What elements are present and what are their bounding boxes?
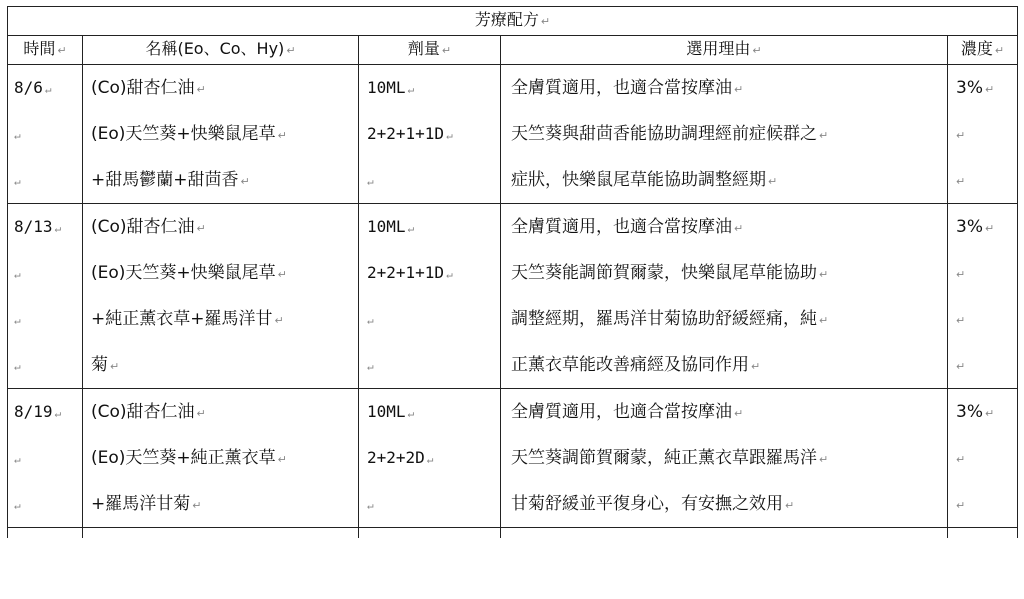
formula-name-line — [83, 65, 358, 111]
concentration-line — [948, 65, 1017, 111]
paragraph-mark: ↵ — [441, 44, 452, 57]
concentration-line — [948, 435, 1017, 481]
date-cell — [8, 204, 83, 389]
concentration-line — [948, 481, 1017, 527]
date-line-text: 8/13 — [14, 217, 53, 236]
header-reason — [501, 36, 948, 65]
reason-line-text: 正薰衣草能改善痛經及協同作用 — [511, 355, 749, 375]
date-line-text: 8/6 — [14, 78, 43, 97]
paragraph-mark: ↵ — [751, 360, 761, 373]
reason-line-text: 天竺葵能調節賀爾蒙，快樂鼠尾草能協助 — [511, 263, 817, 283]
paragraph-mark: ↵ — [286, 44, 296, 57]
concentration-cell — [948, 65, 1018, 204]
paragraph-mark: ↵ — [768, 175, 778, 188]
table-body — [8, 65, 1018, 528]
concentration-line — [948, 296, 1017, 342]
dose-line — [359, 296, 500, 342]
concentration-cell — [948, 389, 1018, 528]
formula-name-line — [83, 389, 358, 435]
concentration-line — [948, 204, 1017, 250]
dose-line-text: 2+2+1+1D — [367, 263, 445, 282]
reason-line-text: 症狀，快樂鼠尾草能協助調整經期 — [511, 170, 766, 190]
date-line-text: 8/19 — [14, 402, 53, 421]
formula-name-line-text: (Co)甜杏仁油 — [91, 402, 195, 422]
reason-line-text: 調整經期，羅馬洋甘菊協助舒緩經痛，純 — [511, 309, 817, 329]
paragraph-mark: ↵ — [196, 83, 206, 96]
paragraph-mark: ↵ — [367, 499, 374, 512]
paragraph-mark: ↵ — [44, 83, 52, 96]
table-cell — [83, 528, 359, 539]
formula-name-line-text: (Co)甜杏仁油 — [91, 217, 195, 237]
paragraph-mark: ↵ — [752, 44, 762, 57]
header-reason-label: 選用理由 — [686, 39, 751, 58]
table-title — [8, 7, 1018, 36]
date-line — [8, 65, 82, 111]
reason-line-text: 甘菊舒緩並平復身心，有安撫之效用 — [511, 494, 783, 514]
paragraph-mark: ↵ — [14, 360, 21, 373]
aromatherapy-formula-table — [7, 6, 1018, 538]
formula-name-line — [83, 481, 358, 527]
concentration-line — [948, 342, 1017, 388]
paragraph-mark: ↵ — [196, 222, 206, 235]
paragraph-mark: ↵ — [192, 499, 202, 512]
dose-line — [359, 481, 500, 527]
header-dose-label: 劑量 — [407, 39, 440, 58]
reason-line-text: 全膚質適用，也適合當按摩油 — [511, 402, 732, 422]
paragraph-mark: ↵ — [819, 453, 829, 466]
reason-line — [501, 157, 947, 203]
paragraph-mark: ↵ — [734, 222, 744, 235]
paragraph-mark: ↵ — [367, 175, 374, 188]
paragraph-mark: ↵ — [819, 268, 829, 281]
table-cell — [359, 528, 501, 539]
table-row — [8, 204, 1018, 389]
dose-line — [359, 65, 500, 111]
reason-line-text: 全膚質適用，也適合當按摩油 — [511, 217, 732, 237]
dose-line-text: 10ML — [367, 78, 406, 97]
paragraph-mark: ↵ — [984, 407, 995, 420]
formula-name-line — [83, 157, 358, 203]
date-line — [8, 157, 82, 203]
reason-line-text: 天竺葵調節賀爾蒙，純正薰衣草跟羅馬洋 — [511, 448, 817, 468]
paragraph-mark: ↵ — [54, 222, 62, 235]
paragraph-mark: ↵ — [956, 453, 966, 466]
concentration-line — [948, 389, 1017, 435]
formula-name-cell — [83, 204, 359, 389]
reason-line — [501, 389, 947, 435]
date-cell — [8, 65, 83, 204]
date-line — [8, 250, 82, 296]
paragraph-mark: ↵ — [956, 314, 966, 327]
header-name-label: 名稱(Eo、Co、Hy) — [145, 39, 285, 58]
date-cell — [8, 389, 83, 528]
dose-line-text: 2+2+1+1D — [367, 124, 445, 143]
paragraph-mark: ↵ — [14, 314, 21, 327]
dose-line — [359, 157, 500, 203]
header-row — [8, 36, 1018, 65]
formula-name-line — [83, 435, 358, 481]
dose-line — [359, 250, 500, 296]
paragraph-mark: ↵ — [367, 314, 374, 327]
table-cell — [8, 528, 83, 539]
concentration-line — [948, 250, 1017, 296]
paragraph-mark: ↵ — [407, 407, 415, 420]
reason-line — [501, 250, 947, 296]
formula-name-line-text: 菊 — [91, 355, 108, 375]
dose-line — [359, 435, 500, 481]
formula-name-line — [83, 296, 358, 342]
concentration-line — [948, 157, 1017, 203]
formula-name-cell — [83, 389, 359, 528]
paragraph-mark: ↵ — [277, 453, 287, 466]
paragraph-mark: ↵ — [956, 499, 966, 512]
paragraph-mark: ↵ — [540, 15, 551, 28]
next-row-stub — [8, 528, 1018, 539]
concentration-line — [948, 111, 1017, 157]
paragraph-mark: ↵ — [54, 407, 62, 420]
formula-name-line — [83, 250, 358, 296]
date-line — [8, 204, 82, 250]
reason-line — [501, 435, 947, 481]
paragraph-mark: ↵ — [956, 268, 966, 281]
formula-name-line-text: (Eo)天竺葵+快樂鼠尾草 — [91, 124, 276, 144]
reason-line — [501, 296, 947, 342]
reason-cell — [501, 65, 948, 204]
paragraph-mark: ↵ — [446, 268, 453, 281]
paragraph-mark: ↵ — [14, 175, 21, 188]
table-cell — [501, 528, 948, 539]
paragraph-mark: ↵ — [407, 83, 415, 96]
paragraph-mark: ↵ — [57, 44, 67, 57]
paragraph-mark: ↵ — [277, 268, 287, 281]
header-conc-label: 濃度 — [960, 39, 993, 58]
paragraph-mark: ↵ — [994, 44, 1005, 57]
paragraph-mark: ↵ — [14, 129, 21, 142]
document-page — [7, 6, 1024, 538]
paragraph-mark: ↵ — [14, 268, 21, 281]
paragraph-mark: ↵ — [196, 407, 206, 420]
dose-cell — [359, 389, 501, 528]
formula-name-line — [83, 342, 358, 388]
paragraph-mark: ↵ — [956, 175, 966, 188]
dose-line — [359, 389, 500, 435]
paragraph-mark: ↵ — [274, 314, 284, 327]
reason-line — [501, 342, 947, 388]
formula-name-line — [83, 204, 358, 250]
table-row — [8, 65, 1018, 204]
paragraph-mark: ↵ — [240, 175, 250, 188]
paragraph-mark: ↵ — [984, 83, 995, 96]
dose-cell — [359, 204, 501, 389]
paragraph-mark: ↵ — [734, 407, 744, 420]
header-date-label: 時間 — [23, 39, 56, 58]
table-row — [8, 389, 1018, 528]
reason-line-text: 天竺葵與甜茴香能協助調理經前症候群之 — [511, 124, 817, 144]
dose-line — [359, 342, 500, 388]
header-name — [83, 36, 359, 65]
formula-name-cell — [83, 65, 359, 204]
paragraph-mark: ↵ — [367, 360, 374, 373]
header-dose — [359, 36, 501, 65]
reason-line-text: 全膚質適用，也適合當按摩油 — [511, 78, 732, 98]
date-line — [8, 111, 82, 157]
formula-name-line-text: (Co)甜杏仁油 — [91, 78, 195, 98]
concentration-line-text: 3% — [956, 402, 983, 422]
paragraph-mark: ↵ — [785, 499, 795, 512]
paragraph-mark: ↵ — [426, 453, 434, 466]
paragraph-mark: ↵ — [819, 314, 829, 327]
table-title-text: 芳療配方 — [474, 10, 539, 29]
dose-cell — [359, 65, 501, 204]
paragraph-mark: ↵ — [446, 129, 453, 142]
paragraph-mark: ↵ — [819, 129, 829, 142]
date-line — [8, 296, 82, 342]
header-date — [8, 36, 83, 65]
formula-name-line-text: +純正薰衣草+羅馬洋甘 — [91, 309, 273, 329]
paragraph-mark: ↵ — [14, 453, 21, 466]
date-line — [8, 481, 82, 527]
formula-name-line-text: +羅馬洋甘菊 — [91, 494, 191, 514]
reason-line — [501, 111, 947, 157]
reason-line — [501, 481, 947, 527]
paragraph-mark: ↵ — [734, 83, 744, 96]
dose-line-text: 10ML — [367, 217, 406, 236]
concentration-line-text: 3% — [956, 78, 983, 98]
paragraph-mark: ↵ — [956, 129, 966, 142]
concentration-cell — [948, 204, 1018, 389]
header-concentration — [948, 36, 1018, 65]
paragraph-mark: ↵ — [407, 222, 415, 235]
date-line — [8, 342, 82, 388]
formula-name-line-text: +甜馬鬱蘭+甜茴香 — [91, 170, 239, 190]
formula-name-line-text: (Eo)天竺葵+純正薰衣草 — [91, 448, 276, 468]
date-line — [8, 389, 82, 435]
dose-line-text: 10ML — [367, 402, 406, 421]
paragraph-mark: ↵ — [277, 129, 287, 142]
reason-line — [501, 65, 947, 111]
dose-line — [359, 111, 500, 157]
concentration-line-text: 3% — [956, 217, 983, 237]
paragraph-mark: ↵ — [110, 360, 120, 373]
paragraph-mark: ↵ — [14, 499, 21, 512]
dose-line-text: 2+2+2D — [367, 448, 425, 467]
formula-name-line — [83, 111, 358, 157]
reason-cell — [501, 204, 948, 389]
paragraph-mark: ↵ — [956, 360, 966, 373]
dose-line — [359, 204, 500, 250]
reason-line — [501, 204, 947, 250]
reason-cell — [501, 389, 948, 528]
date-line — [8, 435, 82, 481]
formula-name-line-text: (Eo)天竺葵+快樂鼠尾草 — [91, 263, 276, 283]
table-cell — [948, 528, 1018, 539]
paragraph-mark: ↵ — [984, 222, 995, 235]
